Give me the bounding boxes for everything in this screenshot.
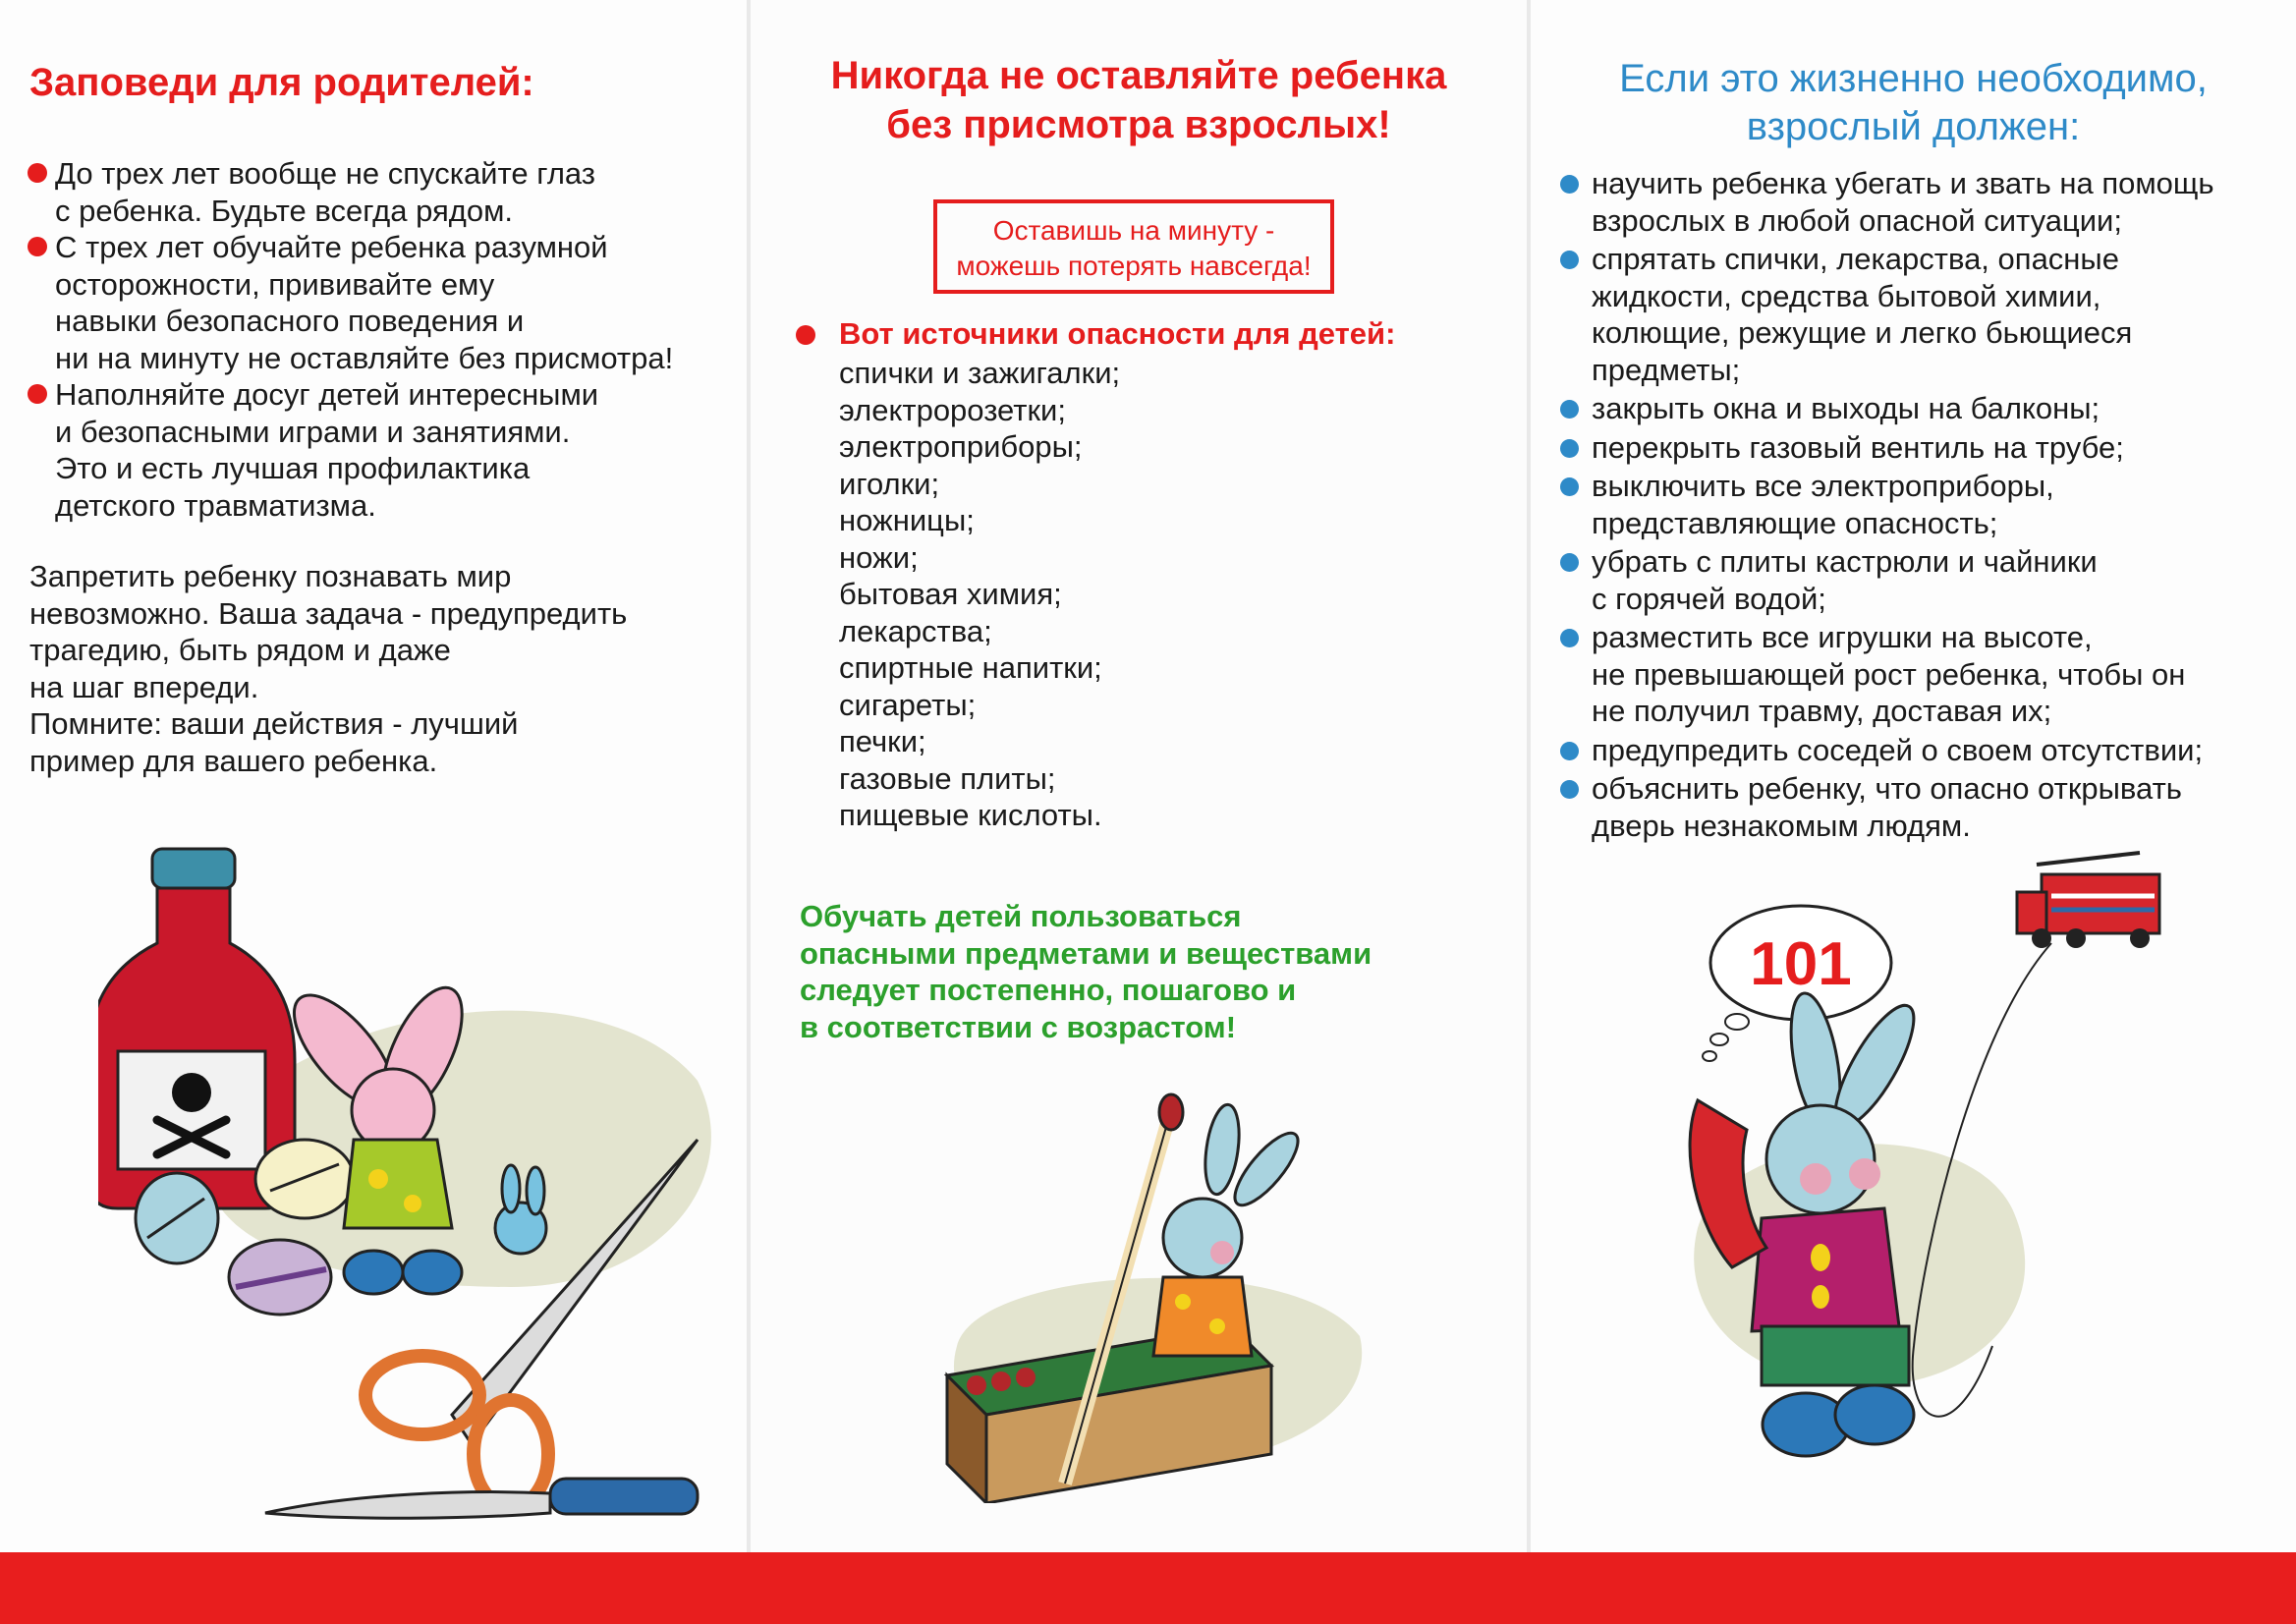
middle-panel: [751, 0, 1527, 1552]
list-item: [1560, 241, 2287, 388]
list-item: спиртные напитки;: [839, 650, 1102, 685]
never-leave-child-title: Никогда не оставляйте ребенка без присмотра взрослых!: [830, 54, 1447, 146]
duty-text: выключить все электроприборы, представляющие опасность;: [1592, 469, 2054, 540]
gradual-learning-note: Обучать детей пользоваться опасными предметами и веществами следует постепенно, пошагово и в соответствии с возрастом!: [800, 899, 1372, 1044]
list-item: [1560, 468, 2287, 541]
duty-text: спрятать спички, лекарства, опасные жидкости, средства бытовой химии, колющие, режущие и легко бьющиеся предметы;: [1592, 242, 2133, 387]
list-item: газовые плиты;: [839, 760, 1056, 796]
bullet-icon: [1560, 251, 1579, 269]
hazards-illustration: [98, 825, 727, 1542]
list-item: [1560, 390, 2287, 427]
list-item: лекарства;: [839, 613, 992, 648]
bullet-icon: [1560, 742, 1579, 760]
bullet-icon: [1560, 439, 1579, 458]
list-item: [1560, 732, 2287, 769]
bullet-icon: [28, 237, 47, 256]
duty-text: объяснить ребенку, что опасно открывать дверь незнакомым людям.: [1592, 771, 2182, 843]
bullet-icon: [1560, 477, 1579, 496]
duty-text: перекрыть газовый вентиль на трубе;: [1592, 429, 2124, 465]
list-item: [1560, 619, 2287, 730]
list-item: сигареты;: [839, 687, 977, 722]
duty-text: разместить все игрушки на высоте, не превышающей рост ребенка, чтобы он не получил травму, доставая их;: [1592, 620, 2186, 728]
emergency-number: 101: [1750, 930, 1852, 998]
bullet-icon: [1560, 175, 1579, 194]
list-item: спички и зажигалки;: [839, 356, 1121, 390]
list-item: печки;: [839, 724, 926, 758]
list-item: [28, 376, 735, 524]
bullet-icon: [1560, 629, 1579, 647]
danger-sources-heading-text: Вот источники опасности для детей:: [839, 316, 1396, 351]
bullet-icon: [1560, 780, 1579, 799]
list-item: пищевые кислоты.: [839, 798, 1102, 832]
commandment-text: Наполняйте досуг детей интересными и безопасными играми и занятиями. Это и есть лучшая профилактика детского травматизма.: [55, 377, 599, 523]
bullet-icon: [28, 384, 47, 404]
footer-band: [0, 1552, 2296, 1624]
matches-illustration: [918, 1091, 1370, 1503]
list-item: ножницы;: [839, 503, 975, 537]
bullet-icon: [28, 163, 47, 183]
list-item: бытовая химия;: [839, 577, 1062, 611]
danger-sources-list: [839, 355, 1120, 834]
list-item: [1560, 429, 2287, 467]
parents-commandments-title: Заповеди для родителей:: [29, 61, 534, 104]
right-panel: [1531, 0, 2296, 1552]
list-item: электроприборы;: [839, 429, 1083, 464]
emergency-call-illustration: [1639, 835, 2268, 1533]
commandments-list: [28, 155, 735, 524]
adult-duties-list: [1560, 165, 2287, 846]
list-item: [1560, 543, 2287, 617]
list-item: [1560, 770, 2287, 844]
bullet-icon: [1560, 400, 1579, 419]
list-item: [1560, 165, 2287, 239]
warning-box: Оставишь на минуту - можешь потерять навсегда!: [933, 199, 1334, 294]
commandment-text: До трех лет вообще не спускайте глаз с ребенка. Будьте всегда рядом.: [55, 156, 596, 228]
danger-sources-heading: [796, 316, 1395, 352]
duty-text: закрыть окна и выходы на балконы;: [1592, 391, 2100, 425]
left-panel: [0, 0, 747, 1552]
list-item: [28, 229, 735, 376]
bullet-icon: [1560, 553, 1579, 572]
advice-paragraph: Запретить ребенку познавать мир невозможно. Ваша задача - предупредить трагедию, быть рядом и даже на шаг впереди. Помните: ваши действия - лучший пример для вашего ребенка.: [29, 559, 628, 778]
list-item: электророзетки;: [839, 392, 1066, 427]
commandment-text: С трех лет обучайте ребенка разумной осторожности, прививайте ему навыки безопасного поведения и ни на минуту не оставляйте без присмотра!: [55, 230, 674, 375]
duty-text: научить ребенка убегать и звать на помощь взрослых в любой опасной ситуации;: [1592, 166, 2214, 238]
list-item: иголки;: [839, 466, 940, 501]
bullet-icon: [796, 325, 815, 345]
duty-text: предупредить соседей о своем отсутствии;: [1592, 732, 2204, 767]
duty-text: убрать с плиты кастрюли и чайники с горячей водой;: [1592, 544, 2098, 616]
list-item: [28, 155, 735, 229]
adult-must-title: Если это жизненно необходимо, взрослый должен:: [1619, 57, 2208, 148]
list-item: ножи;: [839, 539, 919, 575]
